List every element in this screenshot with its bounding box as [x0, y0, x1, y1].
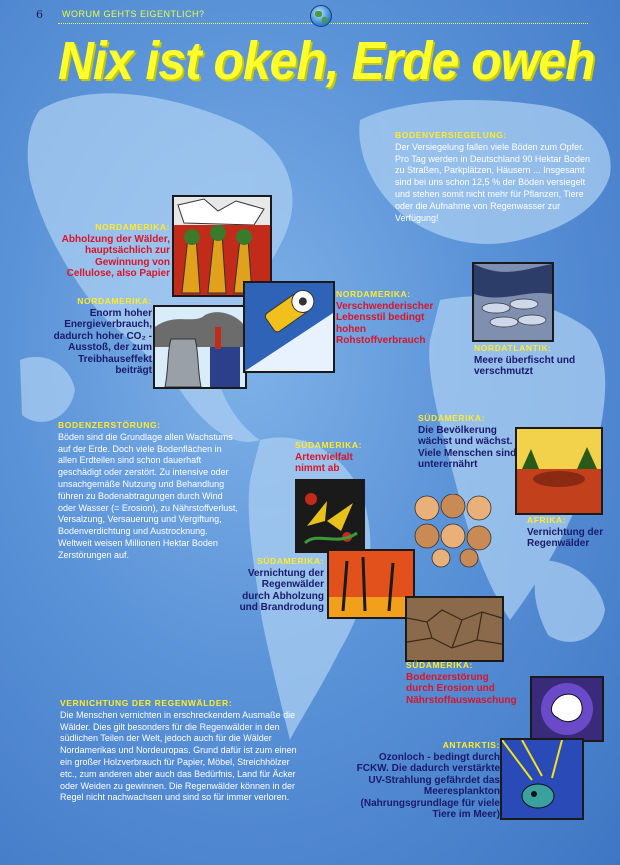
- suedamerika-boden-caption: [406, 660, 517, 706]
- antarktis-caption: [350, 740, 500, 821]
- suedamerika-arten-heading: SÜDAMERIKA:: [295, 440, 363, 450]
- suedamerika-arten-text: Artenvielfalt nimmt ab: [295, 451, 353, 474]
- people-illustration: [413, 494, 497, 568]
- nordatlantik-heading: NORDATLANTIK:: [474, 343, 552, 353]
- bodenversiegelung-text: Der Versiegelung fallen viele Böden zum Opfer. Pro Tag werden in Deutschland 90 Hektar Boden zu Straßen, Parkplätzen, Häusern ... Insgesamt sind bei uns schon 12,5 % der Böden versiegelt und stehen somit nicht mehr für Pflanzen, Tiere oder die Aufnahme von Regenwasser zur Verfügung!: [395, 141, 590, 223]
- page-number: 6: [36, 8, 43, 21]
- suedamerika-bevoelkerung-heading: SÜDAMERIKA:: [418, 413, 486, 423]
- nordamerika-lebensstil-caption: [336, 289, 451, 347]
- bodenversiegelung-block: [395, 130, 595, 224]
- nordatlantik-text: Meere überfischt und verschmutzt: [474, 354, 576, 377]
- bodenzerstoerung-block: [58, 420, 238, 562]
- plankton-illustration: [500, 738, 584, 820]
- suedamerika-bevoelkerung-caption: [418, 413, 518, 471]
- suedamerika-regenwald-heading: SÜDAMERIKA:: [256, 556, 324, 566]
- afrika-caption: [527, 515, 612, 550]
- suedamerika-boden-text: Bodenzerstörung durch Erosion und Nährstoffauswaschung: [406, 671, 517, 706]
- africa-landscape-illustration: [515, 427, 603, 515]
- suedamerika-regenwald-text: Vernichtung der Regenwälder durch Abholzung und Brandrodung: [239, 567, 324, 613]
- species-illustration: [295, 479, 365, 553]
- nordamerika-lebensstil-text: Verschwenderischer Lebensstil bedingt hohen Rohstoffverbrauch: [336, 300, 434, 346]
- suedamerika-arten-caption: [295, 440, 375, 475]
- bodenversiegelung-heading: BODENVERSIEGELUNG:: [395, 130, 507, 140]
- suedamerika-boden-heading: SÜDAMERIKA:: [406, 660, 474, 670]
- nordamerika-wald-text: Abholzung der Wälder, hauptsächlich zur Gewinnung von Cellulose, also Papier: [61, 233, 170, 279]
- power-plant-illustration: [153, 305, 247, 389]
- afrika-heading: AFRIKA:: [527, 515, 567, 525]
- regenwaelder-heading: VERNICHTUNG DER REGENWÄLDER:: [60, 698, 233, 708]
- afrika-text: Vernichtung der Regenwälder: [527, 526, 604, 549]
- suedamerika-bevoelkerung-text: Die Bevölkerung wächst und wächst. Viele Menschen sind unterernährt: [418, 424, 517, 470]
- bodenzerstoerung-text: Böden sind die Grundlage allen Wachstums auf der Erde. Doch viele Bodenflächen in allen Erdteilen sind schon dauerhaft geschädigt oder zerstört. Zu intensive oder unsachgemäße Nutzung und Behandlung führen zu Bodenabtragungen durch Wind oder Wasser (= Erosion), zu Nährstoffverlust, Versalzung, Versauerung und Vergiftung, Bodenverdichtung und Austrocknung. Weltweit weisen Millionen Hektar Boden Zerstörungen auf.: [58, 431, 238, 560]
- suedamerika-regenwald-caption: [232, 556, 324, 614]
- globe-icon: [310, 5, 332, 27]
- consumption-illustration: [243, 281, 335, 373]
- antarktis-text: Ozonloch - bedingt durch FCKW. Die dadurch verstärkte UV-Strahlung gefährdet das Meeresplankton (Nahrungsgrundlage für viele Tiere im Meer): [356, 751, 500, 820]
- fire-forest-illustration: [327, 549, 415, 619]
- nordatlantik-caption: [474, 343, 584, 378]
- ozone-hole-illustration: [530, 676, 604, 742]
- regenwaelder-text: Die Menschen vernichten in erschreckendem Ausmaße die Wälder. Dies gilt besonders für die Regenwälder in den südlichen Teilen der Welt, jedoch auch für die Wälder Nordamerikas und Nordeuropas. Grund dafür ist zum einen ein großer Holzverbrauch für Papier, Möbel, Streichhölzer etc., zum anderen aber auch das Bedürfnis, Land für Äcker oder Weiden zu gewinnen. Die Regenwälder können in der Regel nicht nachwachsen und sind so für immer verloren.: [60, 709, 297, 803]
- regenwaelder-block: [60, 698, 305, 804]
- antarktis-heading: ANTARKTIS:: [442, 740, 500, 750]
- bodenzerstoerung-heading: BODENZERSTÖRUNG:: [58, 420, 161, 430]
- nordamerika-wald-heading: NORDAMERIKA:: [95, 222, 170, 232]
- nordamerika-wald-caption: [50, 222, 170, 280]
- nordamerika-lebensstil-heading: NORDAMERIKA:: [336, 289, 411, 299]
- fish-net-illustration: [472, 262, 554, 342]
- nordamerika-energie-heading: NORDAMERIKA:: [77, 296, 152, 306]
- cracked-soil-illustration: [405, 596, 504, 662]
- nordamerika-energie-caption: [50, 296, 152, 377]
- nordamerika-energie-text: Enorm hoher Energieverbrauch, dadurch hoher CO₂ - Ausstoß, der zum Treibhauseffekt beiträgt: [53, 307, 152, 376]
- page-title: Nix ist okeh, Erde oweh: [58, 31, 595, 91]
- section-label: WORUM GEHTS EIGENTLICH?: [62, 9, 205, 19]
